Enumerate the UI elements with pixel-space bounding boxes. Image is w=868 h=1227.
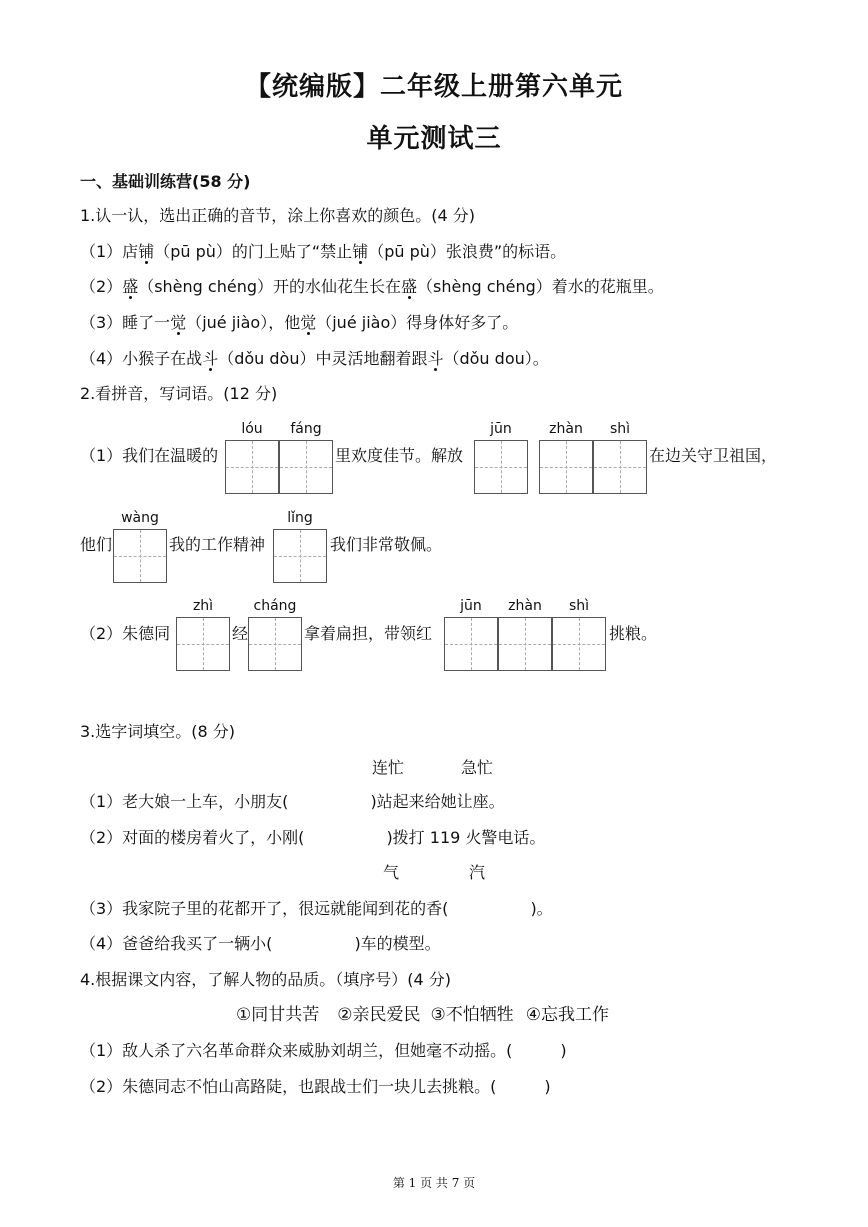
pinyin-zhi: zhì — [192, 598, 214, 614]
q4-line-2: （2）朱德同志不怕山高路陡，也跟战士们一块儿去挑粮。( ) — [80, 1077, 551, 1096]
dotted-char: 盛 — [122, 277, 139, 296]
writing-box[interactable] — [593, 440, 647, 494]
writing-box[interactable] — [225, 440, 279, 494]
q3-option: 连忙 — [372, 758, 405, 777]
q2-row2-text-3: 我们非常敬佩。 — [330, 535, 443, 554]
pinyin-shi: shì — [568, 598, 590, 614]
dotted-char: 觉 — [170, 313, 187, 332]
pinyin-jun: jūn — [490, 421, 512, 437]
page-number: 第 1 页 共 7 页 — [392, 1176, 476, 1190]
q1-line-3: （3）睡了一觉（jué jiào），他觉（jué jiào）得身体好多了。 — [80, 313, 519, 332]
q3-line-4: （4）爸爸给我买了一辆小( )车的模型。 — [80, 934, 441, 953]
q2-row2-text-1: 他们 — [80, 535, 113, 554]
q1-prompt: 1.认一认，选出正确的音节，涂上你喜欢的颜色。(4 分) — [80, 206, 476, 225]
writing-box[interactable] — [552, 617, 606, 671]
q4-line-1: （1）敌人杀了六名革命群众来威胁刘胡兰，但她毫不动摇。( ) — [80, 1041, 567, 1060]
q3-option: 气 — [383, 863, 400, 882]
page-subtitle: 单元测试三 — [366, 124, 502, 154]
pinyin-fang: fáng — [290, 421, 322, 437]
q2-row3-text-2: 经 — [232, 624, 249, 643]
q2-row1-text-1: （1）我们在温暖的 — [80, 446, 219, 465]
writing-box[interactable] — [474, 440, 528, 494]
dotted-char: 觉 — [300, 313, 317, 332]
q2-row3-text-4: 挑粮。 — [609, 624, 658, 643]
section-heading: 一、基础训练营(58 分) — [80, 172, 251, 191]
q1-line-4: （4）小猴子在战斗（dǒu dòu）中灵活地翻着跟斗（dǒu dou）。 — [80, 349, 549, 368]
pinyin-wang: wàng — [121, 510, 159, 526]
pinyin-chang: cháng — [253, 598, 297, 614]
q4-option: ③不怕牺牲 — [430, 1005, 514, 1025]
q1-line-1: （1）店铺（pū pù）的门上贴了“禁止铺（pū pù）张浪费”的标语。 — [80, 242, 567, 261]
q4-option: ②亲民爱民 — [337, 1005, 421, 1025]
q4-option: ①同甘共苦 — [236, 1005, 320, 1025]
q4-option: ④忘我工作 — [525, 1005, 609, 1025]
pinyin-lou: lóu — [241, 421, 263, 437]
writing-box[interactable] — [279, 440, 333, 494]
writing-box[interactable] — [273, 529, 327, 583]
pinyin-zhan: zhàn — [508, 598, 542, 614]
q4-prompt: 4.根据课文内容，了解人物的品质。（填序号）(4 分) — [80, 970, 452, 989]
dotted-char: 盛 — [401, 277, 418, 296]
q3-option: 急忙 — [461, 758, 494, 777]
dotted-char: 斗 — [202, 349, 219, 368]
q3-prompt: 3.选字词填空。(8 分) — [80, 722, 236, 741]
q3-option: 汽 — [469, 863, 486, 882]
dotted-char: 铺 — [352, 242, 369, 261]
dotted-char: 斗 — [427, 349, 444, 368]
q4-options — [236, 1003, 609, 1027]
pinyin-jun: jūn — [460, 598, 482, 614]
writing-box[interactable] — [498, 617, 552, 671]
writing-box[interactable] — [176, 617, 230, 671]
pinyin-zhan: zhàn — [549, 421, 583, 437]
pinyin-ling: lǐng — [287, 510, 313, 526]
q2-row3-text-1: （2）朱德同 — [80, 624, 171, 643]
writing-box[interactable] — [113, 529, 167, 583]
q2-row3-text-3: 拿着扁担，带领红 — [304, 624, 433, 643]
writing-box[interactable] — [248, 617, 302, 671]
q3-line-1: （1）老大娘一上车，小朋友( )站起来给她让座。 — [80, 792, 505, 811]
q3-line-3: （3）我家院子里的花都开了，很远就能闻到花的香( )。 — [80, 899, 553, 918]
q2-row1-text-2: 里欢度佳节。解放 — [335, 446, 464, 465]
page-title: 【统编版】二年级上册第六单元 — [244, 72, 623, 102]
q2-row2-text-2: 我的工作精神 — [169, 535, 266, 554]
q2-prompt: 2.看拼音，写词语。(12 分) — [80, 384, 278, 403]
dotted-char: 铺 — [138, 242, 155, 261]
writing-box[interactable] — [444, 617, 498, 671]
q1-line-2: （2）盛（shèng chéng）开的水仙花生长在盛（shèng chéng）着水的花瓶里。 — [80, 277, 664, 296]
q3-line-2: （2）对面的楼房着火了，小刚( )拨打 119 火警电话。 — [80, 828, 546, 847]
pinyin-shi: shì — [609, 421, 631, 437]
writing-box[interactable] — [539, 440, 593, 494]
q2-row1-text-3: 在边关守卫祖国， — [649, 446, 778, 465]
